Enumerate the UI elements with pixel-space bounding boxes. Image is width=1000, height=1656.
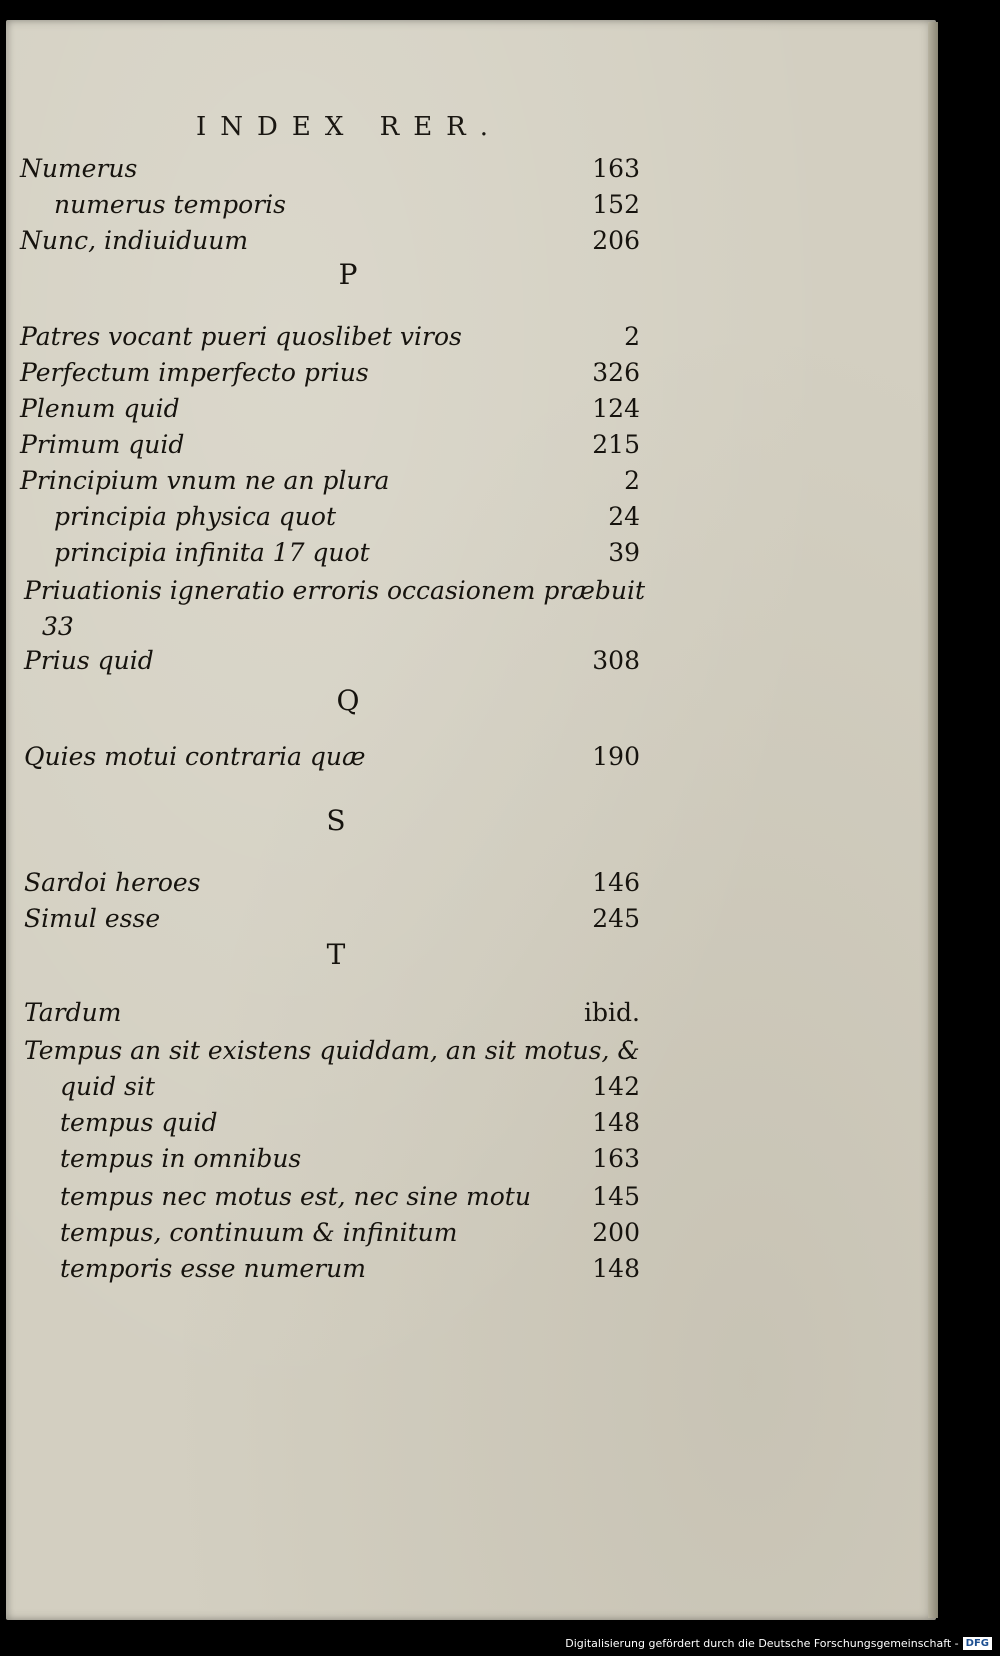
index-entry — [20, 322, 640, 358]
entry-term: tempus in omnibus — [60, 1144, 302, 1173]
index-entry — [20, 226, 640, 262]
entry-page: 245 — [592, 904, 640, 933]
entry-page: 190 — [592, 742, 640, 771]
entry-term: Tempus an sit existens quiddam, an sit motus, & — [24, 1036, 640, 1065]
index-entry — [54, 502, 640, 538]
entry-term: Nunc, indiuiduum — [20, 226, 249, 255]
index-entry — [24, 742, 640, 778]
page-edge — [928, 22, 938, 1618]
section-letter: S — [326, 804, 346, 837]
index-entry — [60, 1254, 640, 1290]
index-entry — [60, 1108, 640, 1144]
digitization-credit — [565, 1637, 992, 1650]
entry-page: 152 — [592, 190, 640, 219]
entry-term: tempus, continuum & infinitum — [60, 1218, 458, 1247]
entry-page: 145 — [592, 1182, 640, 1211]
running-head: INDEX RER. — [196, 112, 503, 142]
entry-term: quid sit — [60, 1072, 155, 1101]
section-letter: T — [326, 938, 346, 971]
entry-page: 206 — [592, 226, 640, 255]
entry-page: 146 — [592, 868, 640, 897]
entry-term: Principium vnum ne an plura — [20, 466, 390, 495]
entry-page: 326 — [592, 358, 640, 387]
section-letter: Q — [336, 684, 360, 717]
index-entry — [24, 868, 640, 904]
credit-text: Digitalisierung gefördert durch die Deutsche Forschungsgemeinschaft - — [565, 1637, 959, 1650]
entry-term: Priuationis igneratio erroris occasionem præbuit — [24, 576, 645, 605]
entry-page: 148 — [592, 1254, 640, 1283]
index-entry — [20, 394, 640, 430]
index-entry — [24, 646, 640, 682]
entry-page: 163 — [592, 154, 640, 183]
index-entry — [20, 358, 640, 394]
entry-term: Primum quid — [20, 430, 185, 459]
entry-term: Sardoi heroes — [24, 868, 201, 897]
entry-page: 308 — [592, 646, 640, 675]
index-entry — [60, 1218, 640, 1254]
entry-term: Numerus — [20, 154, 138, 183]
entry-term: 33 — [42, 612, 74, 641]
index-entry — [54, 190, 640, 226]
entry-term: Tardum — [24, 998, 122, 1027]
entry-page: 200 — [592, 1218, 640, 1247]
entry-term: Quies motui contraria quæ — [24, 742, 366, 771]
dfg-logo-icon: DFG — [963, 1637, 992, 1650]
index-entry — [60, 1072, 640, 1108]
entry-page: 142 — [592, 1072, 640, 1101]
index-entry — [20, 154, 640, 190]
entry-page: 215 — [592, 430, 640, 459]
entry-page: ibid. — [584, 998, 640, 1027]
entry-page: 148 — [592, 1108, 640, 1137]
index-entry-continuation — [42, 612, 162, 648]
entry-page: 39 — [608, 538, 640, 567]
index-entry — [24, 998, 640, 1034]
index-entry — [60, 1182, 640, 1218]
entry-page: 163 — [592, 1144, 640, 1173]
entry-page: 124 — [592, 394, 640, 423]
entry-term: principia infinita 17 quot — [54, 538, 370, 567]
entry-term: Simul esse — [24, 904, 161, 933]
entry-term: principia physica quot — [54, 502, 337, 531]
entry-term: Patres vocant pueri quoslibet viros — [20, 322, 462, 351]
entry-term: tempus nec motus est, nec sine motu — [60, 1182, 531, 1211]
entry-term: Perfectum imperfecto prius — [20, 358, 369, 387]
index-entry — [54, 538, 640, 574]
entry-term: Plenum quid — [20, 394, 180, 423]
entry-term: temporis esse numerum — [60, 1254, 366, 1283]
entry-term: Prius quid — [24, 646, 154, 675]
index-entry — [24, 1036, 644, 1072]
section-letter: P — [338, 258, 358, 291]
entry-page: 2 — [624, 466, 640, 495]
entry-page: 24 — [608, 502, 640, 531]
index-entry — [20, 430, 640, 466]
entry-term: tempus quid — [60, 1108, 218, 1137]
index-entry — [20, 466, 640, 502]
index-entry — [24, 576, 644, 612]
entry-term: numerus temporis — [54, 190, 286, 219]
index-entry — [60, 1144, 640, 1180]
book-page — [6, 20, 936, 1620]
index-entry — [24, 904, 640, 940]
entry-page: 2 — [624, 322, 640, 351]
